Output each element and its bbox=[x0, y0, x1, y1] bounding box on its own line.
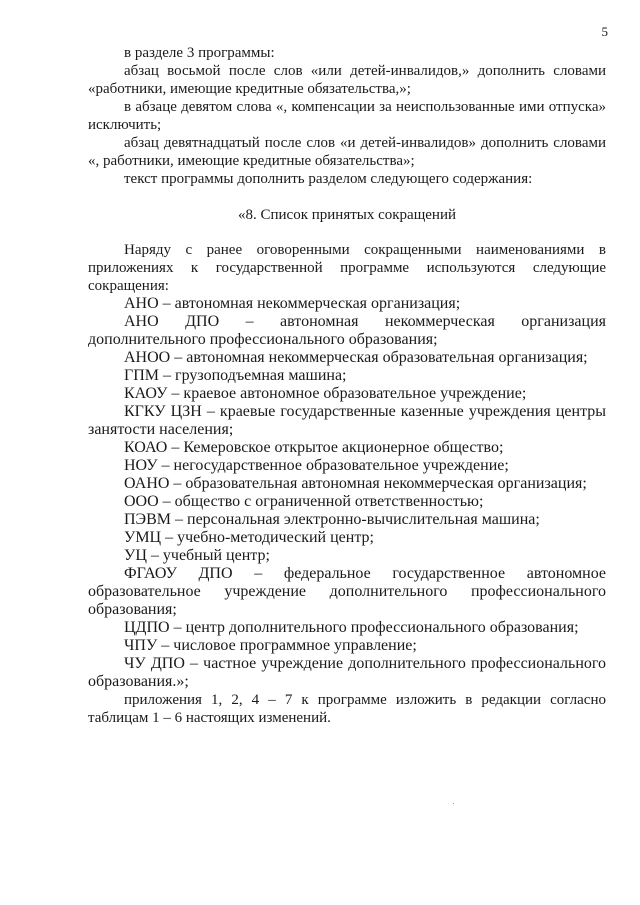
paragraph-section3: в разделе 3 программы: bbox=[124, 45, 275, 61]
paragraph-abzac8: абзац восьмой после слов «или детей-инвалидов,» дополнить словами «работники, имеющие кредитные обязательства,»; bbox=[88, 63, 606, 97]
abbreviation-item bbox=[88, 619, 606, 637]
abbreviation-item bbox=[88, 313, 606, 349]
abbreviation-term: КОАО bbox=[124, 439, 168, 456]
abbreviation-item bbox=[88, 385, 606, 403]
abbreviation-dash: – bbox=[150, 547, 159, 564]
abbreviation-definition: учебно-методический центр; bbox=[177, 529, 374, 546]
abbreviation-item bbox=[88, 493, 606, 511]
abbreviation-term: НОУ bbox=[124, 457, 158, 474]
closing-paragraph: приложения 1, 2, 4 – 7 к программе изложить в редакции согласно таблицам 1 – 6 настоящих изменений. bbox=[88, 692, 606, 726]
abbreviation-definition: автономная некоммерческая организация; bbox=[174, 295, 461, 312]
paragraph-abzac19: абзац девятнадцатый после слов «и детей-инвалидов» дополнить словами «, работники, имеющие кредитные обязательства»; bbox=[88, 135, 606, 169]
abbreviation-term: ГПМ bbox=[124, 367, 160, 384]
abbreviation-dash: – bbox=[165, 529, 174, 546]
abbreviation-item bbox=[88, 403, 606, 439]
abbreviation-definition: негосударственное образовательное учреждение; bbox=[173, 457, 509, 474]
abbreviation-dash: – bbox=[206, 403, 215, 420]
abbreviation-dash: – bbox=[162, 493, 171, 510]
abbreviation-definition: Кемеровское открытое акционерное общество; bbox=[183, 439, 504, 456]
abbreviation-definition: общество с ограниченной ответственностью; bbox=[174, 493, 484, 510]
scan-speck bbox=[453, 803, 454, 804]
abbreviation-dash: – bbox=[171, 385, 180, 402]
abbreviation-item bbox=[88, 367, 606, 385]
abbreviation-term: ЧУ ДПО bbox=[124, 655, 185, 672]
document-body bbox=[88, 44, 606, 727]
abbreviation-dash: – bbox=[174, 349, 183, 366]
paragraph-add-section: текст программы дополнить разделом следующего содержания: bbox=[124, 171, 533, 187]
abbreviation-definition: автономная некоммерческая образовательная организация; bbox=[186, 349, 588, 366]
abbreviation-definition: краевое автономное образовательное учреждение; bbox=[183, 385, 527, 402]
abbreviation-term: АНОО bbox=[124, 349, 171, 366]
abbreviation-item bbox=[88, 457, 606, 475]
abbreviation-dash: – bbox=[173, 475, 182, 492]
abbreviation-term: ПЭВМ bbox=[124, 511, 172, 528]
abbreviation-item bbox=[88, 655, 606, 691]
abbreviation-dash: – bbox=[190, 655, 199, 672]
abbreviation-dash: – bbox=[171, 439, 180, 456]
abbreviation-dash: – bbox=[245, 313, 254, 330]
abbreviation-term: КАОУ bbox=[124, 385, 168, 402]
abbreviation-term: ФГАОУ ДПО bbox=[124, 565, 233, 582]
abbreviation-item bbox=[88, 529, 606, 547]
abbreviation-item bbox=[88, 295, 606, 313]
abbreviation-term: УМЦ bbox=[124, 529, 162, 546]
abbreviation-dash: – bbox=[175, 511, 184, 528]
abbreviation-term: ЦДПО bbox=[124, 619, 170, 636]
abbreviation-definition: центр дополнительного профессионального образования; bbox=[185, 619, 579, 636]
abbreviation-item bbox=[88, 547, 606, 565]
abbreviation-term: ООО bbox=[124, 493, 159, 510]
abbreviation-definition: числовое программное управление; bbox=[173, 637, 417, 654]
abbreviation-item bbox=[88, 349, 606, 367]
abbreviation-term: ЧПУ bbox=[124, 637, 158, 654]
abbreviation-dash: – bbox=[162, 295, 171, 312]
abbreviation-definition: образовательная автономная некоммерческая организация; bbox=[185, 475, 587, 492]
section-heading: «8. Список принятых сокращений bbox=[237, 207, 456, 223]
abbreviation-item bbox=[88, 439, 606, 457]
abbreviation-definition: грузоподъемная машина; bbox=[175, 367, 347, 384]
abbreviation-dash: – bbox=[161, 457, 170, 474]
page-number: 5 bbox=[601, 24, 608, 39]
abbreviation-term: АНО bbox=[124, 295, 159, 312]
abbreviation-term: ОАНО bbox=[124, 475, 170, 492]
abbreviation-definition: частное учреждение дополнительного профессионального образования.»; bbox=[88, 655, 607, 690]
abbreviation-definition: персональная электронно-вычислительная машина; bbox=[187, 511, 540, 528]
abbreviation-dash: – bbox=[161, 637, 170, 654]
abbreviation-definition: учебный центр; bbox=[162, 547, 270, 564]
abbreviation-item bbox=[88, 637, 606, 655]
abbreviation-term: АНО ДПО bbox=[124, 313, 220, 330]
intro-paragraph: Наряду с ранее оговоренными сокращенными наименованиями в приложениях к государственной программе используются следующие сокращения: bbox=[88, 242, 606, 294]
abbreviation-item bbox=[88, 475, 606, 493]
abbreviation-item bbox=[88, 565, 606, 619]
abbreviation-dash: – bbox=[173, 619, 182, 636]
abbreviation-term: УЦ bbox=[124, 547, 147, 564]
paragraph-abzac9: в абзаце девятом слова «, компенсации за неиспользованные ими отпуска» исключить; bbox=[88, 99, 606, 133]
abbreviation-definition: краевые государственные казенные учреждения центры занятости населения; bbox=[88, 403, 606, 438]
abbreviation-dash: – bbox=[163, 367, 172, 384]
abbreviation-term: КГКУ ЦЗН bbox=[124, 403, 202, 420]
abbreviation-item bbox=[88, 511, 606, 529]
abbreviation-list bbox=[88, 295, 606, 691]
abbreviation-definition: федеральное государственное автономное образовательное учреждение дополнительного профессионального образования; bbox=[88, 565, 607, 618]
abbreviation-definition: автономная некоммерческая организация дополнительного профессионального образования; bbox=[88, 313, 607, 348]
abbreviation-dash: – bbox=[254, 565, 263, 582]
